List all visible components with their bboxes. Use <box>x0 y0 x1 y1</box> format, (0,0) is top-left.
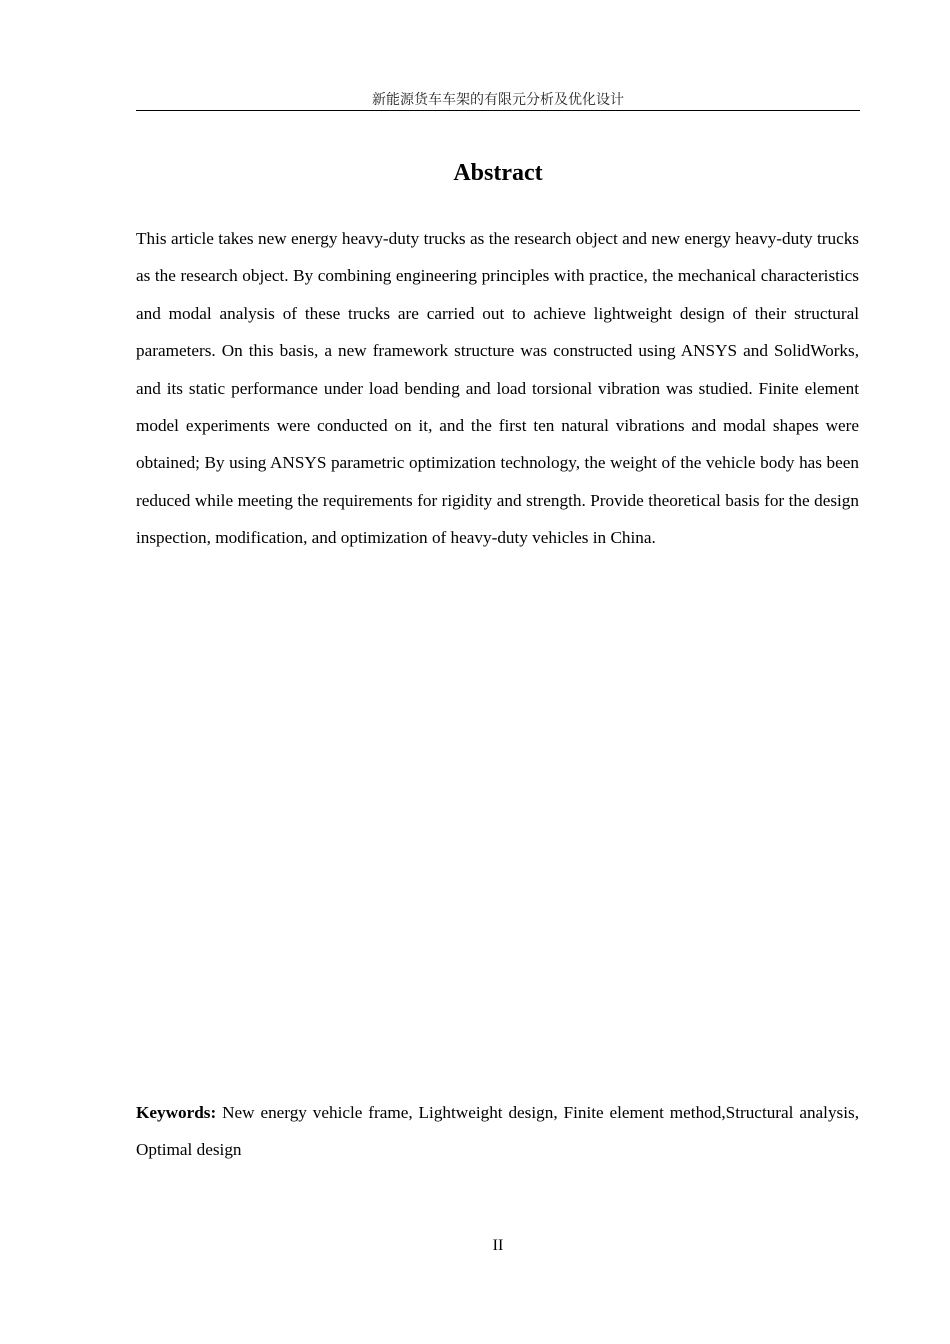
page-number: II <box>492 1237 504 1254</box>
keywords-text: New energy vehicle frame, Lightweight design, Finite element method,Structural analysis, Optimal design <box>136 1103 859 1160</box>
abstract-body: This article takes new energy heavy-duty trucks as the research object and new energy heavy-duty trucks as the research object. By combining engineering principles with practice, the mechanical characteristics and modal analysis of these trucks are carried out to achieve lightweight design of their structural parameters. On this basis, a new framework structure was constructed using ANSYS and SolidWorks, and its static performance under load bending and load torsional vibration was studied. Finite element model experiments were conducted on it, and the first ten natural vibrations and modal shapes were obtained; By using ANSYS parametric optimization technology, the weight of the vehicle body has been reduced while meeting the requirements for rigidity and strength. Provide theoretical basis for the design inspection, modification, and optimization of heavy-duty vehicles in China. <box>136 229 859 548</box>
keywords-label: Keywords: <box>136 1103 217 1122</box>
keywords-paragraph <box>136 1094 859 1169</box>
header-rule <box>136 110 860 111</box>
abstract-heading: Abstract <box>453 160 543 186</box>
running-header: 新能源货车车架的有限元分析及优化设计 <box>372 92 624 108</box>
